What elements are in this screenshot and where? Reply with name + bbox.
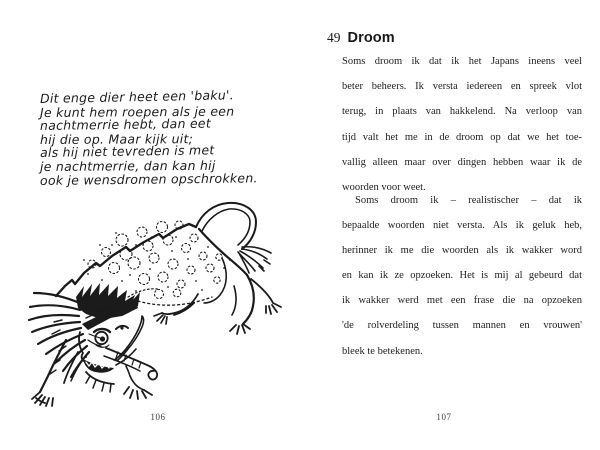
text-line: als hij niet tevreden is met <box>39 142 215 161</box>
text-line: bleek te betekenen. <box>342 345 423 357</box>
text-line: bepaalde woorden niet versta. Als ik geluk heb, <box>342 219 582 231</box>
chapter-number: 49 <box>327 30 341 45</box>
text-line: hij die op. Maar kijk uit; <box>39 130 194 147</box>
text-line: terug, in plaats van hakkelend. Na verloop van <box>342 106 582 118</box>
text-line: je nachtmerrie, dan kan hij <box>39 157 216 174</box>
text-line: vallig alleen maar over dingen hebben waar ik de <box>342 156 582 168</box>
text-line: ook je wensdromen opschrokken. <box>39 169 258 188</box>
baku-mane <box>29 283 140 381</box>
page-number-right: 107 <box>436 412 452 422</box>
text-line: Soms droom ik dat ik het Japans ineens veel <box>342 56 582 67</box>
paragraph-1 <box>342 56 582 195</box>
text-line: Je kunt hem roepen als je een <box>39 103 235 120</box>
baku-illustration <box>26 200 298 412</box>
text-line: Soms droom ik – realistischer – dat ik <box>355 194 582 206</box>
chapter-heading <box>327 30 395 46</box>
body-text <box>342 56 582 358</box>
text-line: ik wakker werd met een frase die na opzoeken <box>342 295 582 307</box>
text-line: woorden voor weet. <box>342 181 426 193</box>
text-line: nachtmerrie hebt, dan eet <box>39 115 212 134</box>
text-line: en kan ik ze opzoeken. Het is mij al gebeurd dat <box>342 270 582 282</box>
text-line: beter beheers. Ik versta iedereen en spreek vlot <box>342 81 582 93</box>
paragraph-2 <box>342 195 582 359</box>
text-line: herinner ik me die woorden als ik wakker word <box>342 244 582 256</box>
handwritten-note <box>39 87 270 188</box>
text-line: tijd valt het me in de droom op dat we het toe- <box>342 131 582 143</box>
chapter-title: Droom <box>347 30 395 46</box>
page-number-left: 106 <box>150 412 166 422</box>
text-line: Dit enge dier heet een 'baku'. <box>39 87 235 106</box>
text-line: 'de rolverdeling tussen mannen en vrouwen' <box>342 320 582 332</box>
baku-body <box>56 224 247 305</box>
